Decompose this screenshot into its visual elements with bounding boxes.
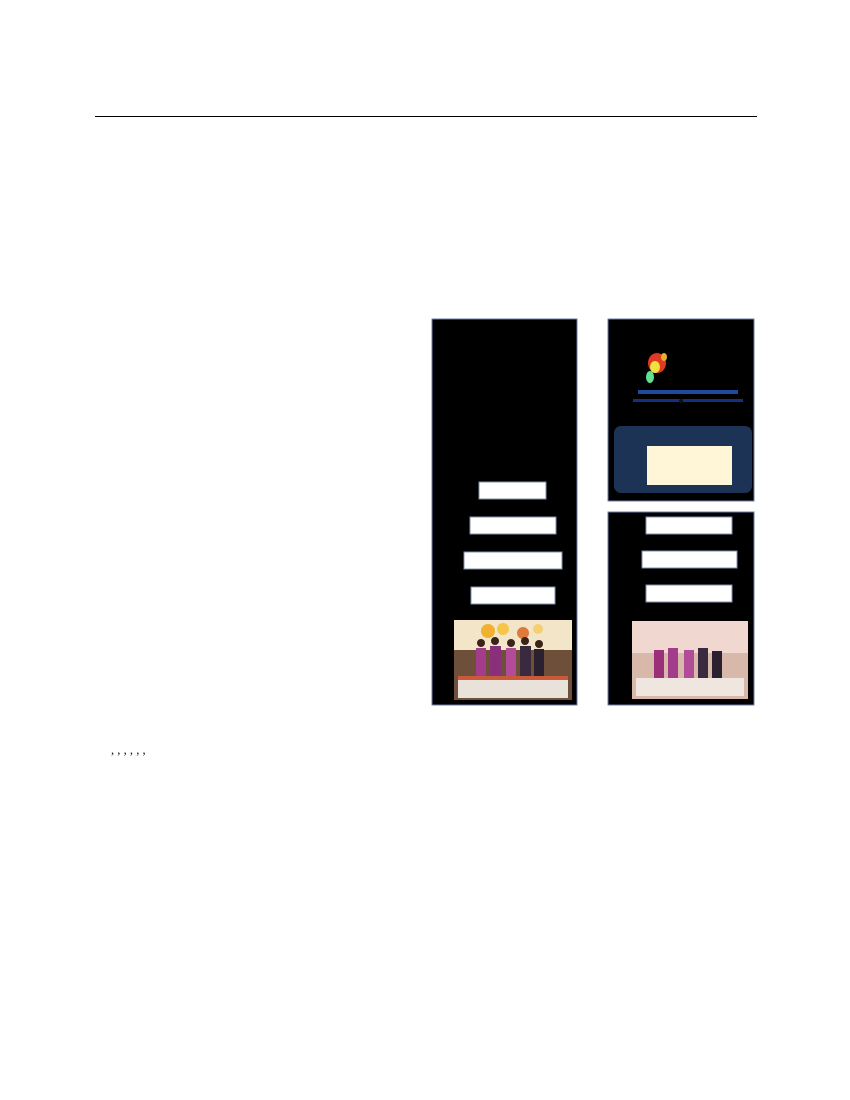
patch-feature-box bbox=[642, 551, 737, 568]
feature-layer-box bbox=[479, 482, 546, 499]
author-block-1 bbox=[110, 200, 320, 204]
patch-feature-box bbox=[646, 585, 732, 602]
arxiv-stamp[interactable] bbox=[20, 220, 60, 840]
intro-paragraph-1: , , , , , , bbox=[111, 743, 146, 757]
author-block-3 bbox=[519, 200, 729, 204]
feature-layer-box bbox=[464, 552, 562, 569]
histogram-panel bbox=[647, 446, 732, 485]
input-photo bbox=[454, 620, 572, 700]
patched-input-photo bbox=[632, 621, 748, 699]
header-rule bbox=[95, 116, 757, 117]
figure-1 bbox=[428, 315, 758, 715]
author-block-2 bbox=[320, 200, 530, 204]
feature-layer-box bbox=[470, 517, 556, 534]
patch-feature-box bbox=[646, 517, 732, 534]
localization-heatmap bbox=[630, 323, 748, 412]
feature-layer-box bbox=[471, 587, 555, 604]
